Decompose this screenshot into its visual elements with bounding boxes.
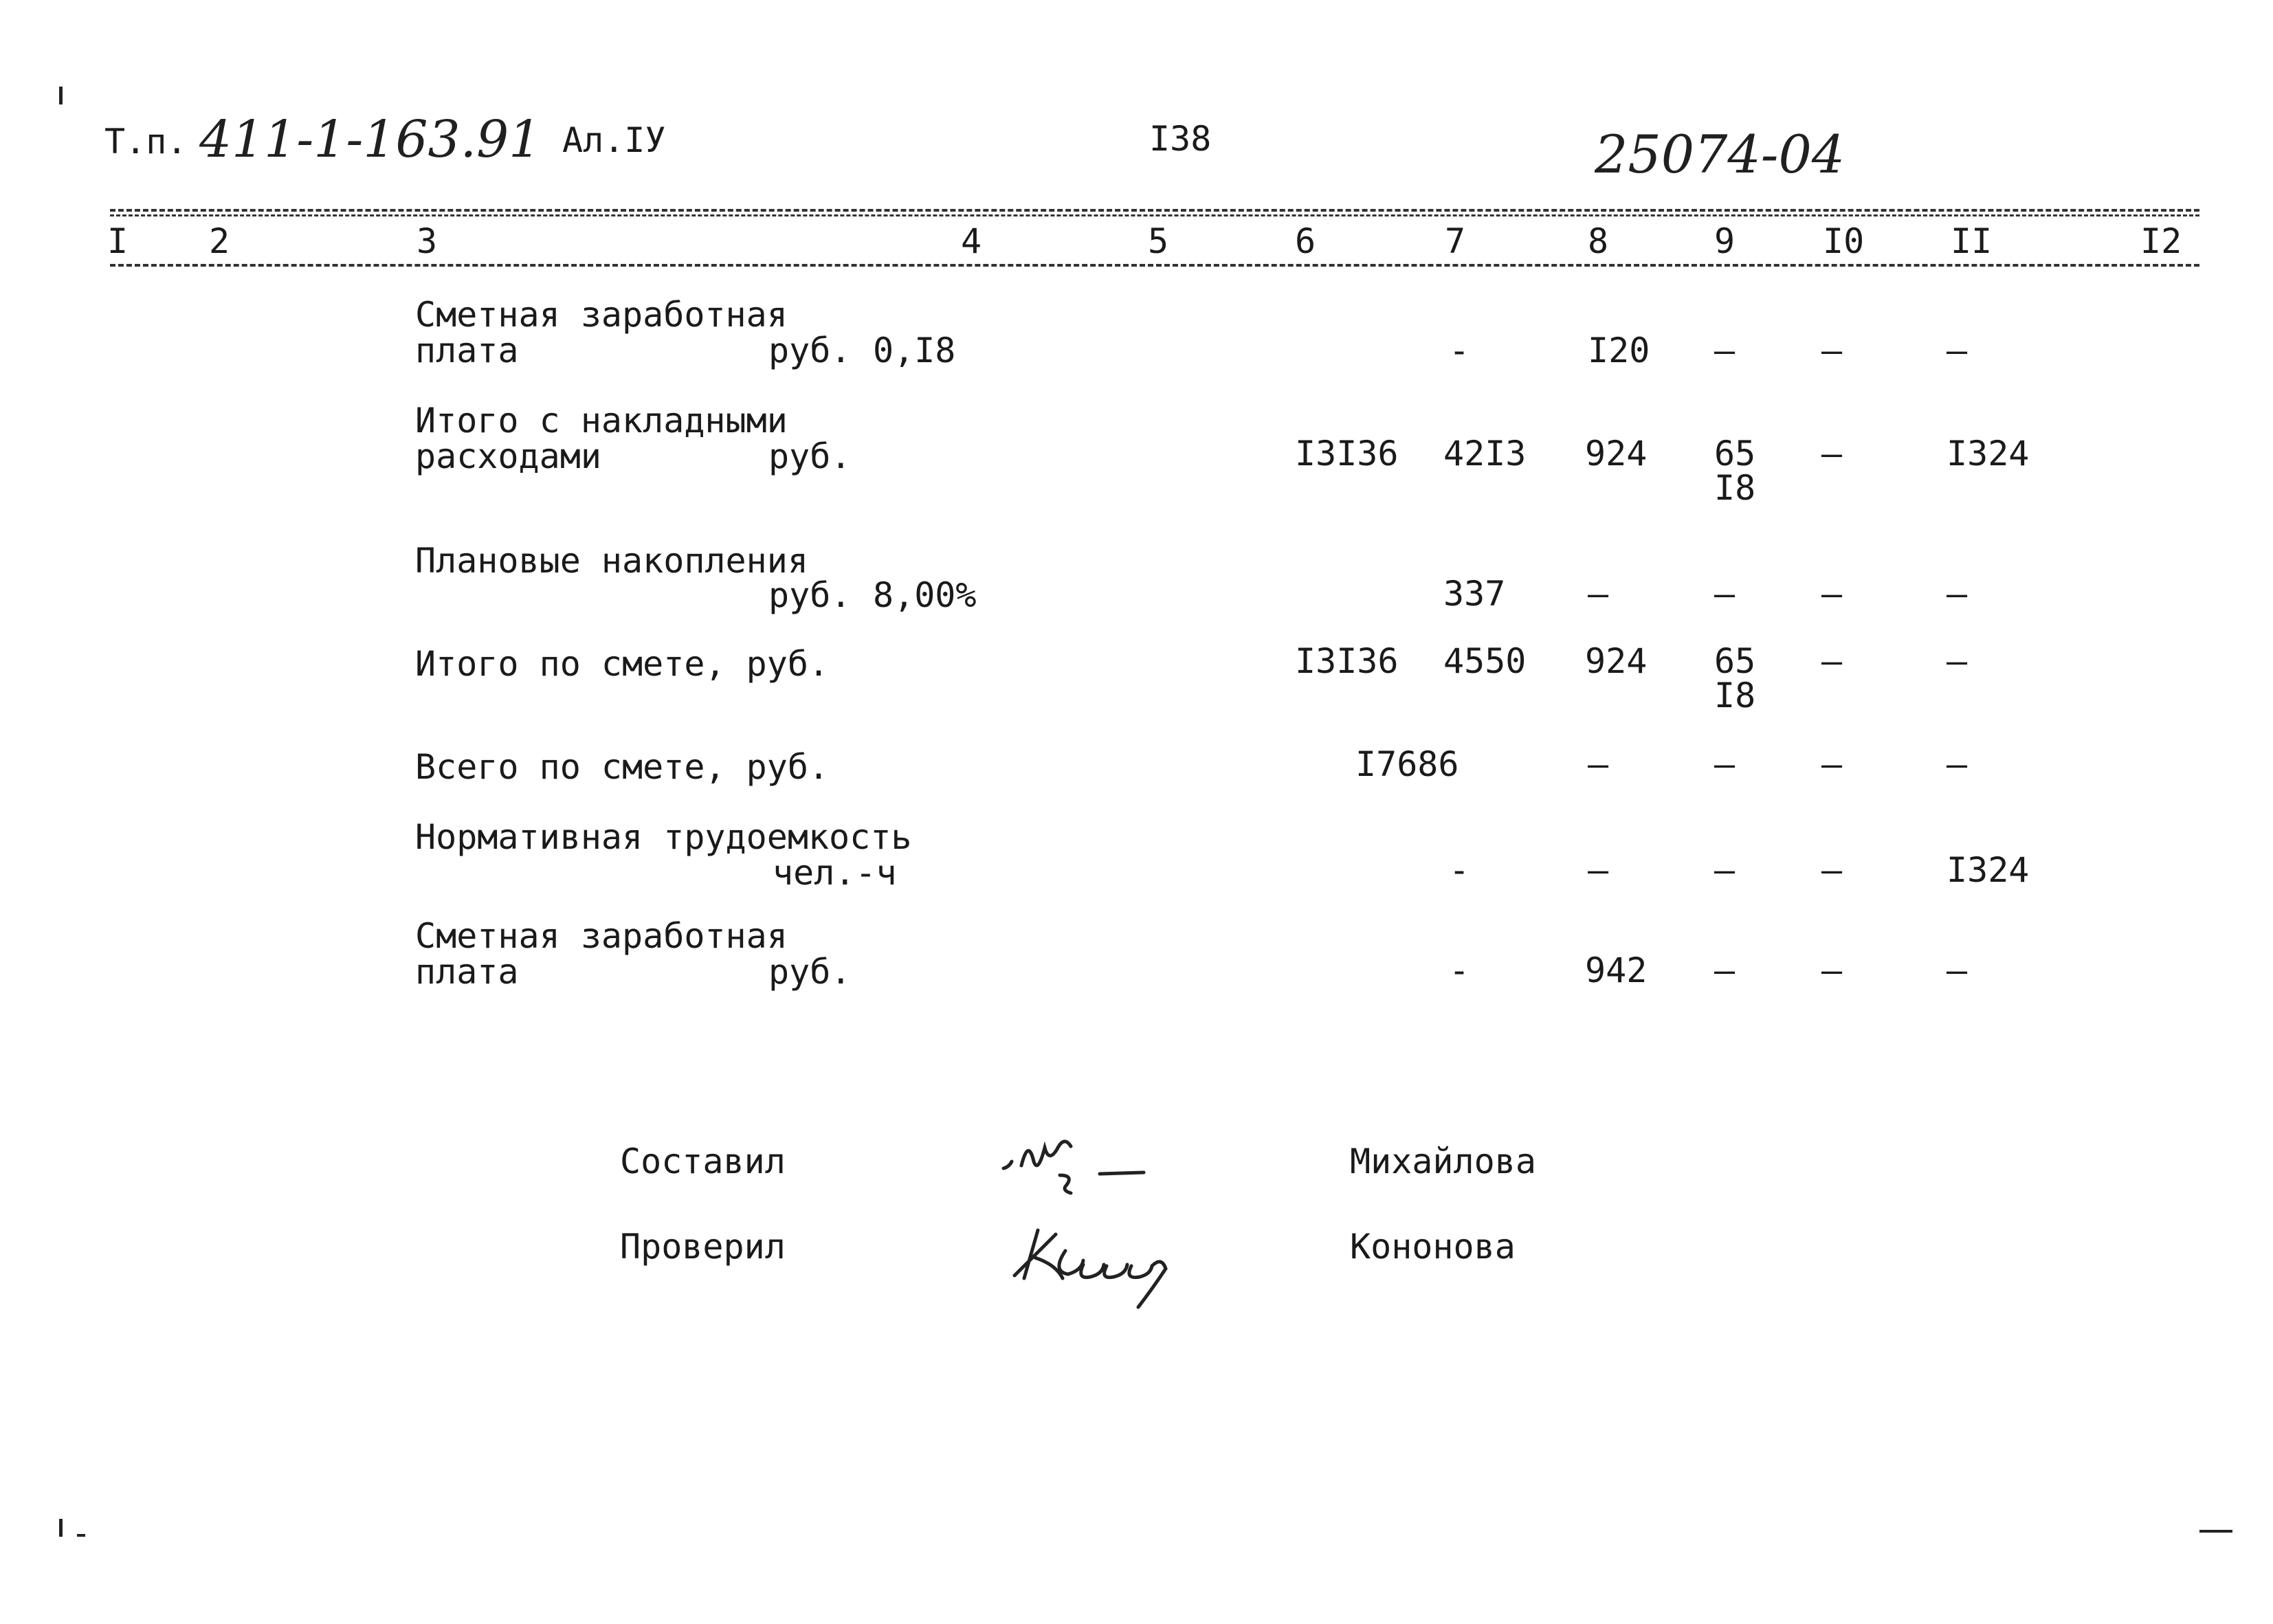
row-label-cont: плата (415, 331, 519, 370)
cell-col9: – (1714, 850, 1736, 890)
row-rate: 8,00% (873, 575, 977, 615)
cell-col7: - (1449, 850, 1470, 890)
header-top-rule-2 (110, 214, 2199, 216)
cell-col9: – (1714, 950, 1736, 990)
column-header-2: 2 (209, 221, 230, 261)
cell-col7: 42I3 (1443, 434, 1527, 474)
row-rate: 0,I8 (873, 331, 956, 370)
cell-col9-line2: I8 (1714, 468, 1756, 508)
cell-col11: I324 (1947, 434, 2030, 474)
cell-col9: – (1714, 331, 1736, 370)
row-label-cont: плата (415, 952, 519, 992)
checked-by-label: Проверил (620, 1227, 786, 1267)
column-header-1: I (107, 221, 129, 261)
column-header-9: 9 (1714, 221, 1736, 261)
cell-col10: – (1821, 641, 1843, 681)
column-header-4: 4 (961, 221, 982, 261)
cell-col11: – (1947, 574, 1968, 614)
scan-mark-top-left (59, 87, 63, 104)
cell-col11: – (1947, 950, 1968, 990)
column-header-12: I2 (2140, 221, 2182, 261)
cell-col10: – (1821, 331, 1843, 370)
checked-by-name: Кононова (1350, 1227, 1516, 1267)
cell-col8: 942 (1585, 950, 1648, 990)
cell-col10: – (1821, 850, 1843, 890)
scan-mark-bottom-left-dash (77, 1534, 85, 1537)
column-header-10: I0 (1823, 221, 1865, 261)
row-label: Нормативная трудоемкость (415, 817, 912, 857)
page-number: I38 (1149, 119, 1212, 159)
row-label-cont: расходами (415, 436, 601, 476)
cell-col9: – (1714, 744, 1736, 784)
cell-col11: – (1947, 641, 1968, 681)
column-header-6: 6 (1295, 221, 1316, 261)
project-code: 411-1-163.91 (199, 110, 542, 169)
row-unit: руб. (768, 575, 852, 615)
cell-col8: – (1588, 574, 1609, 614)
row-label: Всего по смете, руб. (415, 747, 830, 787)
column-header-11: II (1951, 221, 1993, 261)
compiled-by-name: Михайлова (1350, 1142, 1536, 1181)
cell-col8: – (1588, 850, 1609, 890)
cell-col10: – (1821, 950, 1843, 990)
row-unit: руб. (768, 331, 852, 370)
column-header-3: 3 (417, 221, 438, 261)
cell-col9: 65 (1714, 434, 1756, 474)
cell-col11: I324 (1947, 850, 2030, 890)
column-header-8: 8 (1588, 221, 1609, 261)
compiled-by-label: Составил (620, 1142, 786, 1181)
cell-col11: – (1947, 331, 1968, 370)
cell-col7: 4550 (1443, 641, 1527, 681)
row-label: Плановые накопления (415, 541, 808, 581)
header-prefix: Т.п. (104, 122, 188, 162)
cell-col8: – (1588, 744, 1609, 784)
cell-col6: I3I36 (1295, 434, 1399, 474)
cell-col9: – (1714, 574, 1736, 614)
cell-col7: - (1449, 331, 1470, 370)
scan-mark-bottom-left (59, 1519, 63, 1537)
row-label: Сметная заработная (415, 295, 788, 335)
row-unit: руб. (768, 952, 852, 992)
cell-col8: 924 (1585, 434, 1648, 474)
cell-col9: 65 (1714, 641, 1756, 681)
cell-col10: – (1821, 574, 1843, 614)
signature-compiled-handwritten (997, 1127, 1196, 1205)
column-header-5: 5 (1148, 221, 1169, 261)
scan-mark-bottom-right (2199, 1530, 2232, 1533)
cell-col10: – (1821, 434, 1843, 474)
row-unit: чел.-ч (773, 853, 897, 893)
cell-col8: I20 (1588, 331, 1650, 370)
column-header-7: 7 (1445, 221, 1466, 261)
document-number: 25074-04 (1595, 124, 1845, 185)
cell-col7: - (1449, 950, 1470, 990)
cell-col6: I3I36 (1295, 641, 1399, 681)
row-label: Сметная заработная (415, 916, 788, 956)
row-label: Итого с накладными (415, 401, 788, 441)
signature-checked-handwritten (997, 1210, 1217, 1309)
row-label: Итого по смете, руб. (415, 644, 830, 684)
cell-col11: – (1947, 744, 1968, 784)
cell-col8: 924 (1585, 641, 1648, 681)
album-number: Ал.IУ (562, 120, 666, 160)
cell-col6-7-merged: I7686 (1355, 744, 1459, 784)
header-bottom-rule (110, 264, 2199, 267)
cell-col7: 337 (1443, 574, 1506, 614)
row-unit: руб. (768, 436, 852, 476)
cell-col9-line2: I8 (1714, 676, 1756, 715)
cell-col10: – (1821, 744, 1843, 784)
header-top-rule (110, 209, 2199, 212)
